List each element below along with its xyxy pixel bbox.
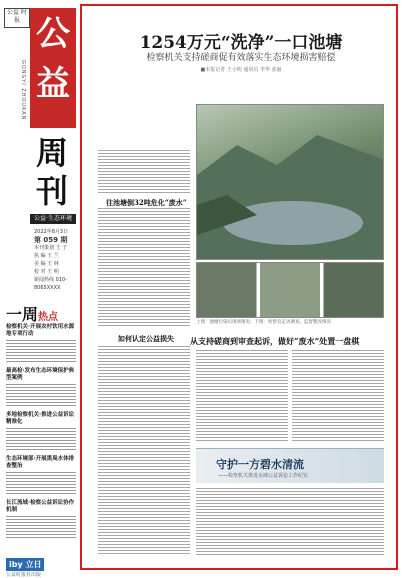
issue-date: 2022年8月3日 bbox=[34, 229, 69, 235]
footer-brand-sub: 公益时报社出版 bbox=[6, 572, 42, 578]
left-news-item[interactable] bbox=[6, 324, 76, 364]
issue-number: 第 059 期 bbox=[34, 236, 68, 244]
left-news-item[interactable] bbox=[6, 368, 76, 408]
masthead-column bbox=[0, 0, 80, 578]
left-news-text bbox=[6, 428, 76, 452]
section-heading-1: 往池塘倒32吨危化“废水” bbox=[106, 198, 187, 207]
main-headline: 1254万元“洗净”一口池塘 bbox=[139, 33, 343, 53]
article-text-block bbox=[98, 150, 190, 194]
article-text-block bbox=[98, 346, 190, 556]
article-text-block bbox=[196, 350, 288, 442]
article-text-block bbox=[292, 350, 384, 442]
left-news-headline: 检察机关·开展农村饮用水源地专项行动 bbox=[6, 324, 75, 337]
left-news-text bbox=[6, 384, 76, 408]
staff-line-1: 本刊策划 王 子 bbox=[34, 245, 68, 251]
left-news-item[interactable] bbox=[6, 412, 76, 452]
left-news-item[interactable] bbox=[6, 456, 76, 496]
masthead-black-block bbox=[30, 130, 76, 210]
left-news-headline: 生态环境部·开展黑臭水体排查整治 bbox=[6, 456, 75, 469]
masthead-red-block bbox=[30, 8, 76, 128]
article-text-block bbox=[98, 208, 190, 328]
masthead-char-2: 益 bbox=[36, 64, 70, 104]
bottom-article-subtitle: ——检察机关推进水域公益诉讼工作纪实 bbox=[218, 473, 309, 479]
main-subhead: 检察机关支持磋商促有效落实生态环境损害赔偿 bbox=[146, 53, 336, 63]
left-news-headline: 最高检·发布生态环境保护典型案例 bbox=[6, 368, 75, 381]
left-news-text bbox=[6, 472, 76, 496]
pond-landscape-icon bbox=[197, 105, 384, 260]
staff-line-3: 美 编 王 林 bbox=[34, 261, 59, 267]
weekly-label: 一周 bbox=[6, 305, 39, 324]
footer-brand-logo: iby 立日 bbox=[6, 558, 44, 571]
article-text-block bbox=[196, 488, 384, 556]
staff-line-4: 校 对 王 明 bbox=[34, 269, 59, 275]
staff-line-2: 执 编 王 兰 bbox=[34, 253, 59, 259]
hotline: 新闻热线 010-8065XXXX bbox=[34, 277, 67, 291]
issue-info bbox=[34, 228, 76, 292]
section-heading-2: 从支持磋商到审查起诉，做好“废水”处置一盘棋 bbox=[190, 336, 360, 346]
left-news-headline: 多地检察机关·推进公益诉讼精准化 bbox=[6, 412, 75, 425]
section-tag: 公益·生态环境 bbox=[30, 214, 76, 224]
masthead-char-4: 刊 bbox=[36, 172, 69, 210]
left-news-text bbox=[6, 340, 76, 364]
section-heading-3: 如何认定公益损失 bbox=[118, 334, 174, 343]
left-news-item[interactable] bbox=[6, 500, 76, 540]
pond-photo bbox=[196, 104, 384, 260]
main-byline: ■本报记者 王小明 通讯员 李华 张丽 bbox=[200, 67, 282, 73]
masthead-char-1: 公 bbox=[36, 14, 70, 54]
newspaper-logo: 公益 时报 bbox=[4, 8, 30, 28]
bottom-article-title: 守护一方碧水清流 bbox=[216, 458, 304, 471]
left-news-text bbox=[6, 516, 76, 540]
weekly-red-label: 热点 bbox=[38, 312, 59, 323]
inspection-photo-strip bbox=[196, 262, 384, 318]
footer-brand bbox=[6, 552, 76, 578]
left-news-headline: 长江流域·检察公益诉讼协作机制 bbox=[6, 500, 75, 513]
masthead-pinyin: GONGYI ZHOUKAN bbox=[20, 60, 26, 121]
photo-caption: 上图：池塘污染后现场情况；下图：检察官走访调查、监督整改情况 bbox=[196, 320, 331, 325]
masthead-char-3: 周 bbox=[36, 134, 69, 172]
weekly-hot-heading bbox=[6, 302, 58, 325]
